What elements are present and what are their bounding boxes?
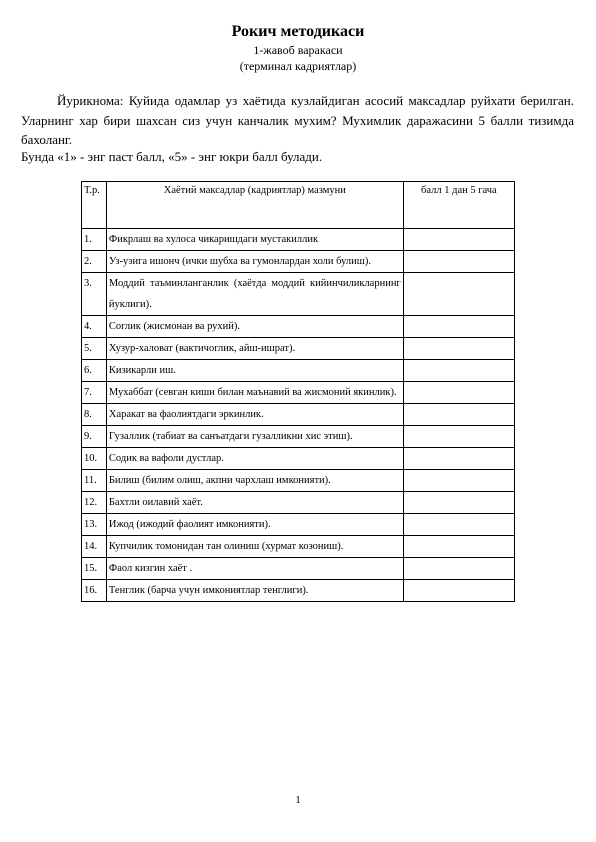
row-score-cell [403,536,514,558]
table-header-row [82,182,515,229]
row-value-text: Фикрлаш ва хулоса чикаришдаги мустакиллик [106,229,403,251]
table-row [82,470,515,492]
row-number: 15. [82,558,107,580]
row-score-cell [403,229,514,251]
table-row [82,404,515,426]
table-row [82,360,515,382]
row-number: 12. [82,492,107,514]
row-value-text: Уз-узига ишонч (ички шубха ва гумонлардан холи булиш). [106,251,403,273]
row-score-cell [403,558,514,580]
table-row [82,338,515,360]
row-number: 4. [82,316,107,338]
row-value-text: Бахтли оилавий хаёт. [106,492,403,514]
table-row [82,492,515,514]
row-score-cell [403,382,514,404]
row-number: 9. [82,426,107,448]
row-score-cell [403,580,514,602]
row-score-cell [403,338,514,360]
row-value-text: Гузаллик (табиат ва санъатдаги гузалликни хис этиш). [106,426,403,448]
table-row [82,426,515,448]
row-score-cell [403,426,514,448]
row-number: 11. [82,470,107,492]
row-score-cell [403,514,514,536]
table-row [82,382,515,404]
row-score-cell [403,360,514,382]
values-type-label: (терминал кадриятлар) [239,59,357,73]
row-value-text: Соглик (жисмонан ва рухий). [106,316,403,338]
row-number: 13. [82,514,107,536]
row-number: 5. [82,338,107,360]
instructions-paragraph: Йурикнома: Куйида одамлар уз хаётида кузлайдиган асосий максадлар руйхати берилган. Уларнинг хар бири шахсан сиз учун канчалик мухим? Мухимлик даражасини 5 балли тизимда бахоланг. [21,93,574,147]
row-value-text: Фаол кизгин хаёт . [106,558,403,580]
row-value-text: Тенглик (барча учун имкониятлар тенглиги). [106,580,403,602]
row-value-text: Билиш (билим олиш, акпни чархлаш имконияти). [106,470,403,492]
row-score-cell [403,404,514,426]
row-score-cell [403,316,514,338]
row-number: 6. [82,360,107,382]
row-score-cell [403,448,514,470]
header-content: Хаётий максадлар (кадриятлар) мазмуни [106,182,403,229]
row-number: 10. [82,448,107,470]
document-title: Рокич методикаси [231,23,365,40]
table-row [82,316,515,338]
row-value-text: Кизикарли иш. [106,360,403,382]
row-number: 16. [82,580,107,602]
row-number: 1. [82,229,107,251]
row-value-text: Мухаббат (севган киши билан маънавий ва жисмоний якинлик). [106,382,403,404]
table-body [82,229,515,602]
table-row [82,251,515,273]
row-number: 2. [82,251,107,273]
table-row [82,558,515,580]
row-score-cell [403,470,514,492]
row-number: 3. [82,273,107,316]
row-score-cell [403,273,514,316]
row-value-text: Содик ва вафоли дустлар. [106,448,403,470]
row-score-cell [403,251,514,273]
row-value-text: Моддий таъминланганлик (хаётда моддий кийинчиликларнинг йуклиги). [106,273,403,316]
table-row [82,536,515,558]
header-score: балл 1 дан 5 гача [403,182,514,229]
table-row [82,229,515,251]
page-number: 1 [295,794,301,806]
row-value-text: Хузур-халоват (вактичоглик, айш-ишрат). [106,338,403,360]
answer-sheet-label: 1-жавоб варакаси [253,43,343,57]
row-value-text: Ижод (ижодий фаолият имконияти). [106,514,403,536]
row-value-text: Харакат ва фаолиятдаги эркинлик. [106,404,403,426]
row-score-cell [403,492,514,514]
table-row [82,273,515,316]
row-number: 7. [82,382,107,404]
table-row [82,448,515,470]
table-row [82,580,515,602]
values-table [81,181,515,602]
scoring-note: Бунда «1» - энг паст балл, «5» - энг юкри балл булади. [21,149,323,164]
row-number: 14. [82,536,107,558]
table-row [82,514,515,536]
row-number: 8. [82,404,107,426]
header-number: Т.р. [82,182,107,229]
row-value-text: Купчилик томонидан тан олиниш (хурмат козониш). [106,536,403,558]
